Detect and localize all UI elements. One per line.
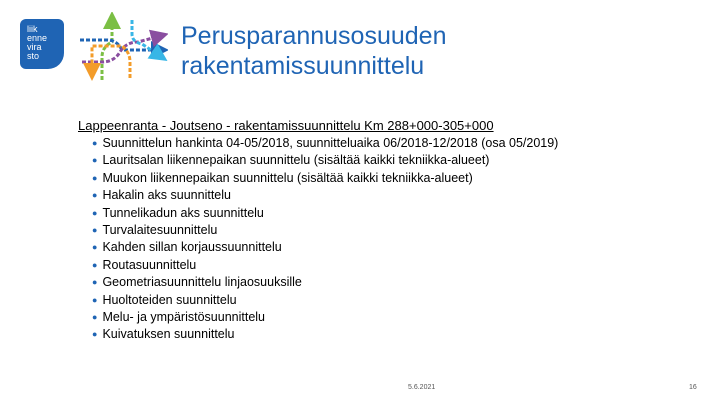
list-item-text: Melu- ja ympäristösuunnittelu [102, 310, 266, 325]
footer-date: 5.6.2021 [408, 384, 436, 391]
list-item-text: Kahden sillan korjaussuunnittelu [102, 240, 282, 255]
logo-line: sto [27, 51, 40, 61]
list-item-text: Geometriasuunnittelu linjaosuuksille [102, 275, 302, 290]
list-item-text: Suunnittelun hankinta 04-05/2018, suunnitteluaika 06/2018-12/2018 (osa 05/2019) [102, 136, 559, 150]
bullet-dot-icon: ● [92, 207, 98, 218]
title-line-2: rakentamissuunnittelu [181, 52, 425, 80]
list-item [92, 274, 558, 291]
liikennevirasto-logo [20, 19, 64, 69]
list-item-text: Routasuunnittelu [102, 257, 197, 272]
logo-line: enne [27, 33, 48, 43]
logo-line: vira [27, 42, 42, 52]
list-item-text: Huoltoteiden suunnittelu [102, 292, 237, 307]
list-item [92, 187, 558, 204]
list-item-text: Hakalin aks suunnittelu [102, 188, 231, 203]
list-item-text: Turvalaitesuunnittelu [102, 223, 218, 238]
bullet-dot-icon: ● [92, 312, 98, 323]
list-item [92, 152, 558, 169]
bullet-list [92, 135, 558, 344]
list-item [92, 239, 558, 256]
slide-title [181, 21, 446, 81]
bullet-dot-icon: ● [92, 155, 98, 166]
list-item-text: Lauritsalan liikennepaikan suunnittelu (sisältää kaikki tekniikka-alueet) [102, 153, 490, 168]
bullet-dot-icon: ● [92, 242, 98, 253]
list-item [92, 135, 558, 152]
title-line-1: Perusparannusosuuden [181, 22, 447, 50]
page-number: 16 [689, 384, 697, 391]
list-item [92, 222, 558, 239]
list-item [92, 170, 558, 187]
bullet-dot-icon: ● [92, 190, 98, 201]
bullet-dot-icon: ● [92, 294, 98, 305]
list-item-text: Tunnelikadun aks suunnittelu [102, 205, 264, 220]
bullet-dot-icon: ● [92, 172, 98, 183]
crossing-arrows-icon [72, 12, 168, 82]
bullet-dot-icon: ● [92, 138, 98, 148]
logo-line: liik [27, 24, 38, 34]
bullet-dot-icon: ● [92, 225, 98, 236]
section-heading: Lappeenranta - Joutseno - rakentamissuunnittelu Km 288+000-305+000 [78, 118, 494, 133]
bullet-dot-icon: ● [92, 329, 98, 340]
list-item-text: Kuivatuksen suunnittelu [102, 327, 235, 342]
list-item [92, 205, 558, 222]
bullet-dot-icon: ● [92, 277, 98, 288]
bullet-dot-icon: ● [92, 259, 98, 270]
list-item [92, 257, 558, 274]
list-item-text: Muukon liikennepaikan suunnittelu (sisältää kaikki tekniikka-alueet) [102, 170, 473, 185]
list-item [92, 326, 558, 343]
list-item [92, 309, 558, 326]
list-item [92, 292, 558, 309]
